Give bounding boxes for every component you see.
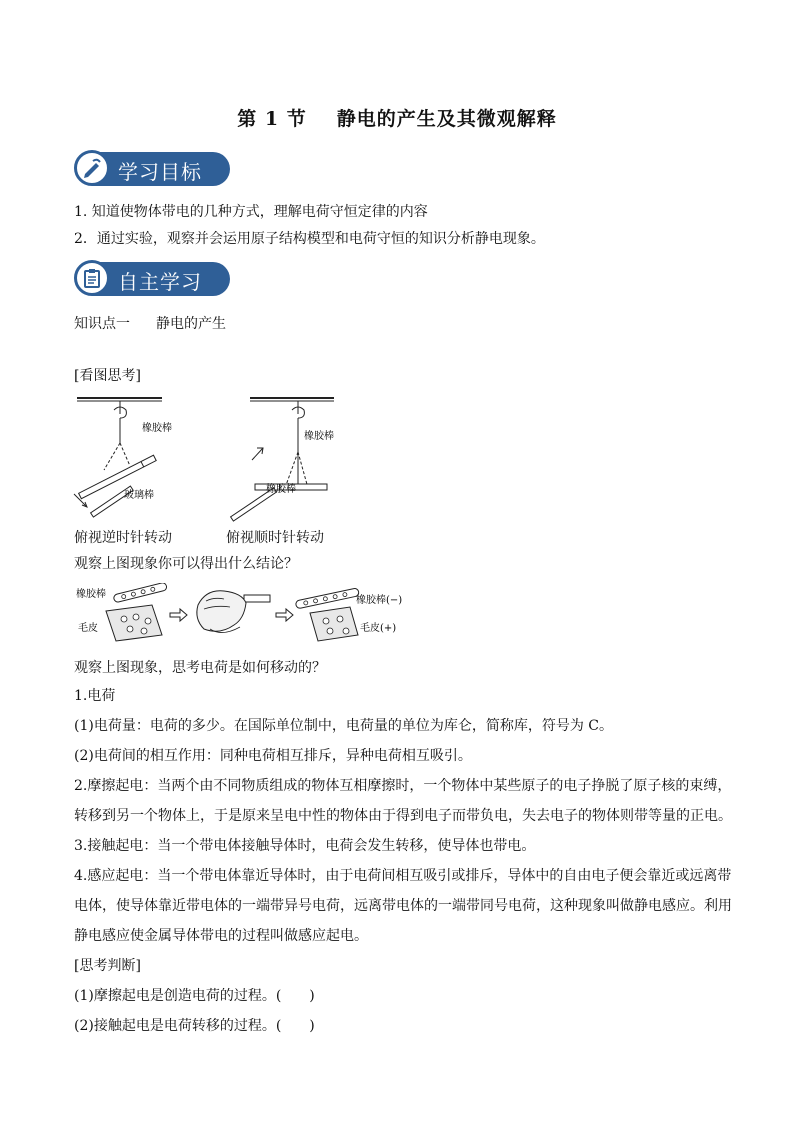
heading-charge: 1.电荷 [74,688,116,704]
page-title [0,104,794,131]
paragraph-friction-charging: 2.摩擦起电：当两个由不同物质组成的物体互相摩擦时，一个物体中某些原子的电子挣脱了原子核的束缚，转移到另一个物体上，于是原来呈电中性的物体由于得到电子而带负电，失去电子的物体则带等量的正电。 [74,778,732,824]
judge-heading: [思考判断] [74,958,141,974]
question-conclusion: 观察上图现象你可以得出什么结论？ [74,556,298,572]
question-charge-movement: 观察上图现象，思考电荷是如何移动的？ [74,660,326,676]
section-number: 第 1 节 [237,108,307,130]
knowledge-point-label: 知识点一 [74,316,130,332]
friction-charging-figure [74,583,410,643]
content-body [74,681,734,1041]
objective-2: 2．通过实验，观察并会运用原子结构模型和电荷守恒的知识分析静电现象。 [74,231,545,247]
judge-item-2: (2)接触起电是电荷转移的过程。( ) [74,1018,315,1034]
paragraph-charge-quantity: (1)电荷量：电荷的多少。在国际单位制中，电荷量的单位为库仑，简称库，符号为 C。 [74,718,613,734]
objectives-banner-label: 学习目标 [118,160,202,184]
look-think-heading: [看图思考] [74,368,141,384]
self-study-banner-label: 自主学习 [118,270,202,294]
left-lower-label: 玻璃棒 [124,490,154,501]
section-name: 静电的产生及其微观解释 [336,108,557,130]
objectives-banner [74,150,230,188]
left-upper-label: 橡胶棒 [142,423,172,434]
knowledge-point-heading [74,314,226,334]
left-apparatus [74,398,172,517]
caption-counterclockwise: 俯视逆时针转动 [74,530,172,546]
fur-label: 毛皮 [78,623,98,634]
caption-clockwise: 俯视顺时针转动 [226,530,324,546]
arrow-right-icon [276,609,293,621]
judge-item-1: (1)摩擦起电是创造电荷的过程。( ) [74,988,315,1004]
rod-label: 橡胶棒 [76,589,106,600]
paragraph-charge-interaction: (2)电荷间的相互作用：同种电荷相互排斥，异种电荷相互吸引。 [74,748,472,764]
paragraph-induction-charging: 4.感应起电：当一个带电体靠近导体时，由于电荷间相互吸引或排斥，导体中的自由电子便会靠近或远离带电体，使导体靠近带电体的一端带异号电荷，远离带电体的一端带同号电荷，这种现象叫做静电感应。利用静电感应使金属导体带电的过程叫做感应起电。 [74,868,732,944]
rod-rotation-figure [72,388,342,523]
hand-rubbing [197,591,270,633]
paragraph-contact-charging: 3.接触起电：当一个带电体接触导体时，电荷会发生转移，使导体也带电。 [74,838,536,854]
after-rubbing [295,588,402,641]
knowledge-point-topic: 静电的产生 [156,316,226,332]
rod-label-after: 橡胶棒(−) [356,595,403,606]
right-apparatus [231,398,334,521]
self-study-banner [74,260,230,298]
objective-1: 1. 知道使物体带电的几种方式，理解电荷守恒定律的内容 [74,204,428,220]
right-lower-label: 橡胶棒 [266,484,296,495]
fur-label-after: 毛皮(+) [360,623,397,634]
clipboard-icon [74,260,110,296]
arrow-right-icon [170,609,187,621]
right-upper-label: 橡胶棒 [304,431,334,442]
before-rubbing [76,583,167,641]
pencil-icon [74,150,110,186]
